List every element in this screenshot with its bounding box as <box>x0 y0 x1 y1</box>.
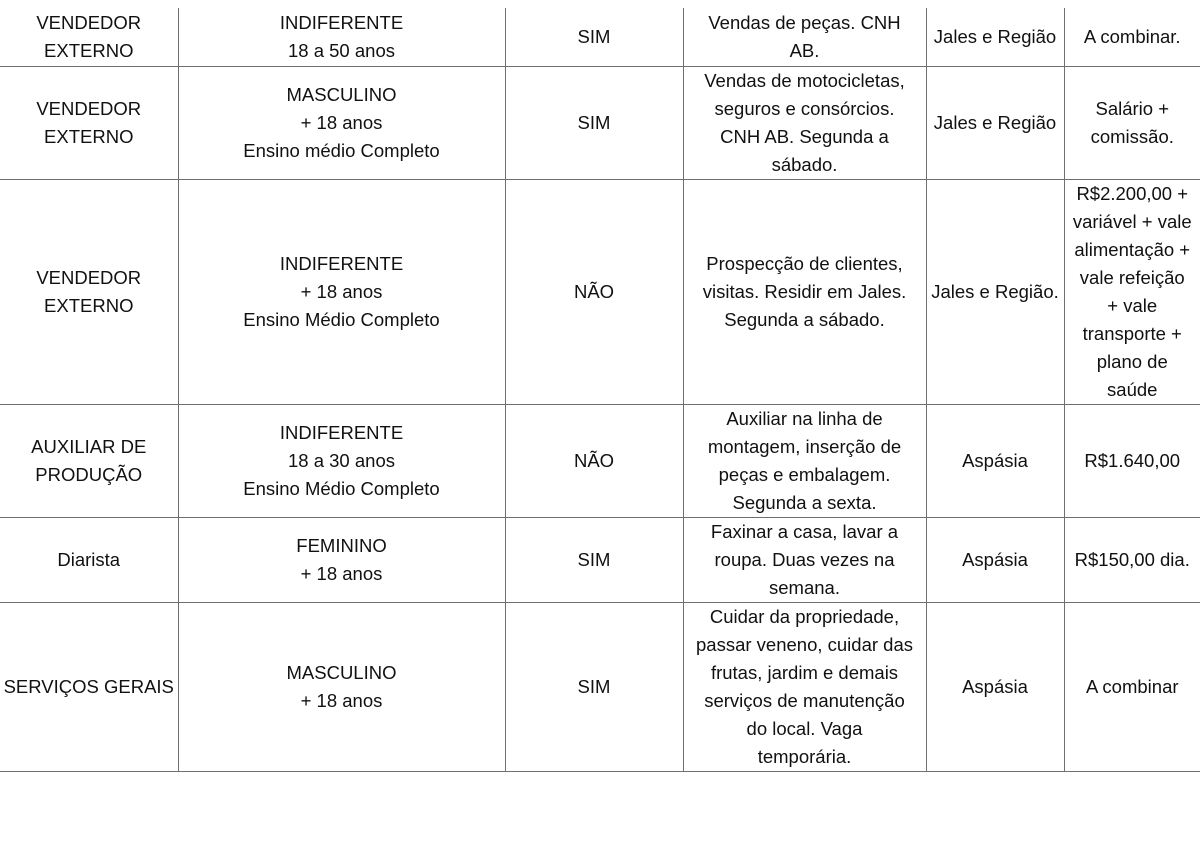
description-cell: Faxinar a casa, lavar a roupa. Duas vezes na semana. <box>683 518 926 603</box>
job-listings-table <box>0 8 1200 772</box>
requirements-cell: INDIFERENTE 18 a 50 anos <box>178 8 505 67</box>
salary-cell: Salário + comissão. <box>1064 67 1200 180</box>
table-row <box>0 180 1200 405</box>
salary-cell: R$1.640,00 <box>1064 405 1200 518</box>
table-row <box>0 405 1200 518</box>
location-cell: Jales e Região. <box>926 180 1064 405</box>
job-title-cell: Diarista <box>0 518 178 603</box>
salary-cell: R$2.200,00 + variável + vale alimentação + vale refeição + vale transporte + plano de saúde <box>1064 180 1200 405</box>
license-cell: SIM <box>505 603 683 772</box>
license-cell: NÃO <box>505 180 683 405</box>
job-title-cell: VENDEDOR EXTERNO <box>0 67 178 180</box>
description-cell: Cuidar da propriedade, passar veneno, cuidar das frutas, jardim e demais serviços de manutenção do local. Vaga temporária. <box>683 603 926 772</box>
table-row <box>0 518 1200 603</box>
job-title-cell: SERVIÇOS GERAIS <box>0 603 178 772</box>
description-cell: Vendas de peças. CNH AB. <box>683 8 926 67</box>
requirements-cell: INDIFERENTE 18 a 30 anos Ensino Médio Completo <box>178 405 505 518</box>
table-row <box>0 8 1200 67</box>
location-cell: Jales e Região <box>926 67 1064 180</box>
job-title-cell: AUXILIAR DE PRODUÇÃO <box>0 405 178 518</box>
table-row <box>0 603 1200 772</box>
description-cell: Vendas de motocicletas, seguros e consórcios. CNH AB. Segunda a sábado. <box>683 67 926 180</box>
license-cell: SIM <box>505 8 683 67</box>
description-cell: Auxiliar na linha de montagem, inserção de peças e embalagem. Segunda a sexta. <box>683 405 926 518</box>
table-row <box>0 67 1200 180</box>
location-cell: Aspásia <box>926 603 1064 772</box>
license-cell: SIM <box>505 67 683 180</box>
requirements-cell: MASCULINO + 18 anos Ensino médio Completo <box>178 67 505 180</box>
license-cell: NÃO <box>505 405 683 518</box>
license-cell: SIM <box>505 518 683 603</box>
job-title-cell: VENDEDOR EXTERNO <box>0 180 178 405</box>
requirements-cell: MASCULINO + 18 anos <box>178 603 505 772</box>
salary-cell: R$150,00 dia. <box>1064 518 1200 603</box>
job-title-cell: VENDEDOR EXTERNO <box>0 8 178 67</box>
location-cell: Aspásia <box>926 518 1064 603</box>
salary-cell: A combinar <box>1064 603 1200 772</box>
description-cell: Prospecção de clientes, visitas. Residir em Jales. Segunda a sábado. <box>683 180 926 405</box>
salary-cell: A combinar. <box>1064 8 1200 67</box>
location-cell: Aspásia <box>926 405 1064 518</box>
location-cell: Jales e Região <box>926 8 1064 67</box>
requirements-cell: INDIFERENTE + 18 anos Ensino Médio Completo <box>178 180 505 405</box>
requirements-cell: FEMININO + 18 anos <box>178 518 505 603</box>
